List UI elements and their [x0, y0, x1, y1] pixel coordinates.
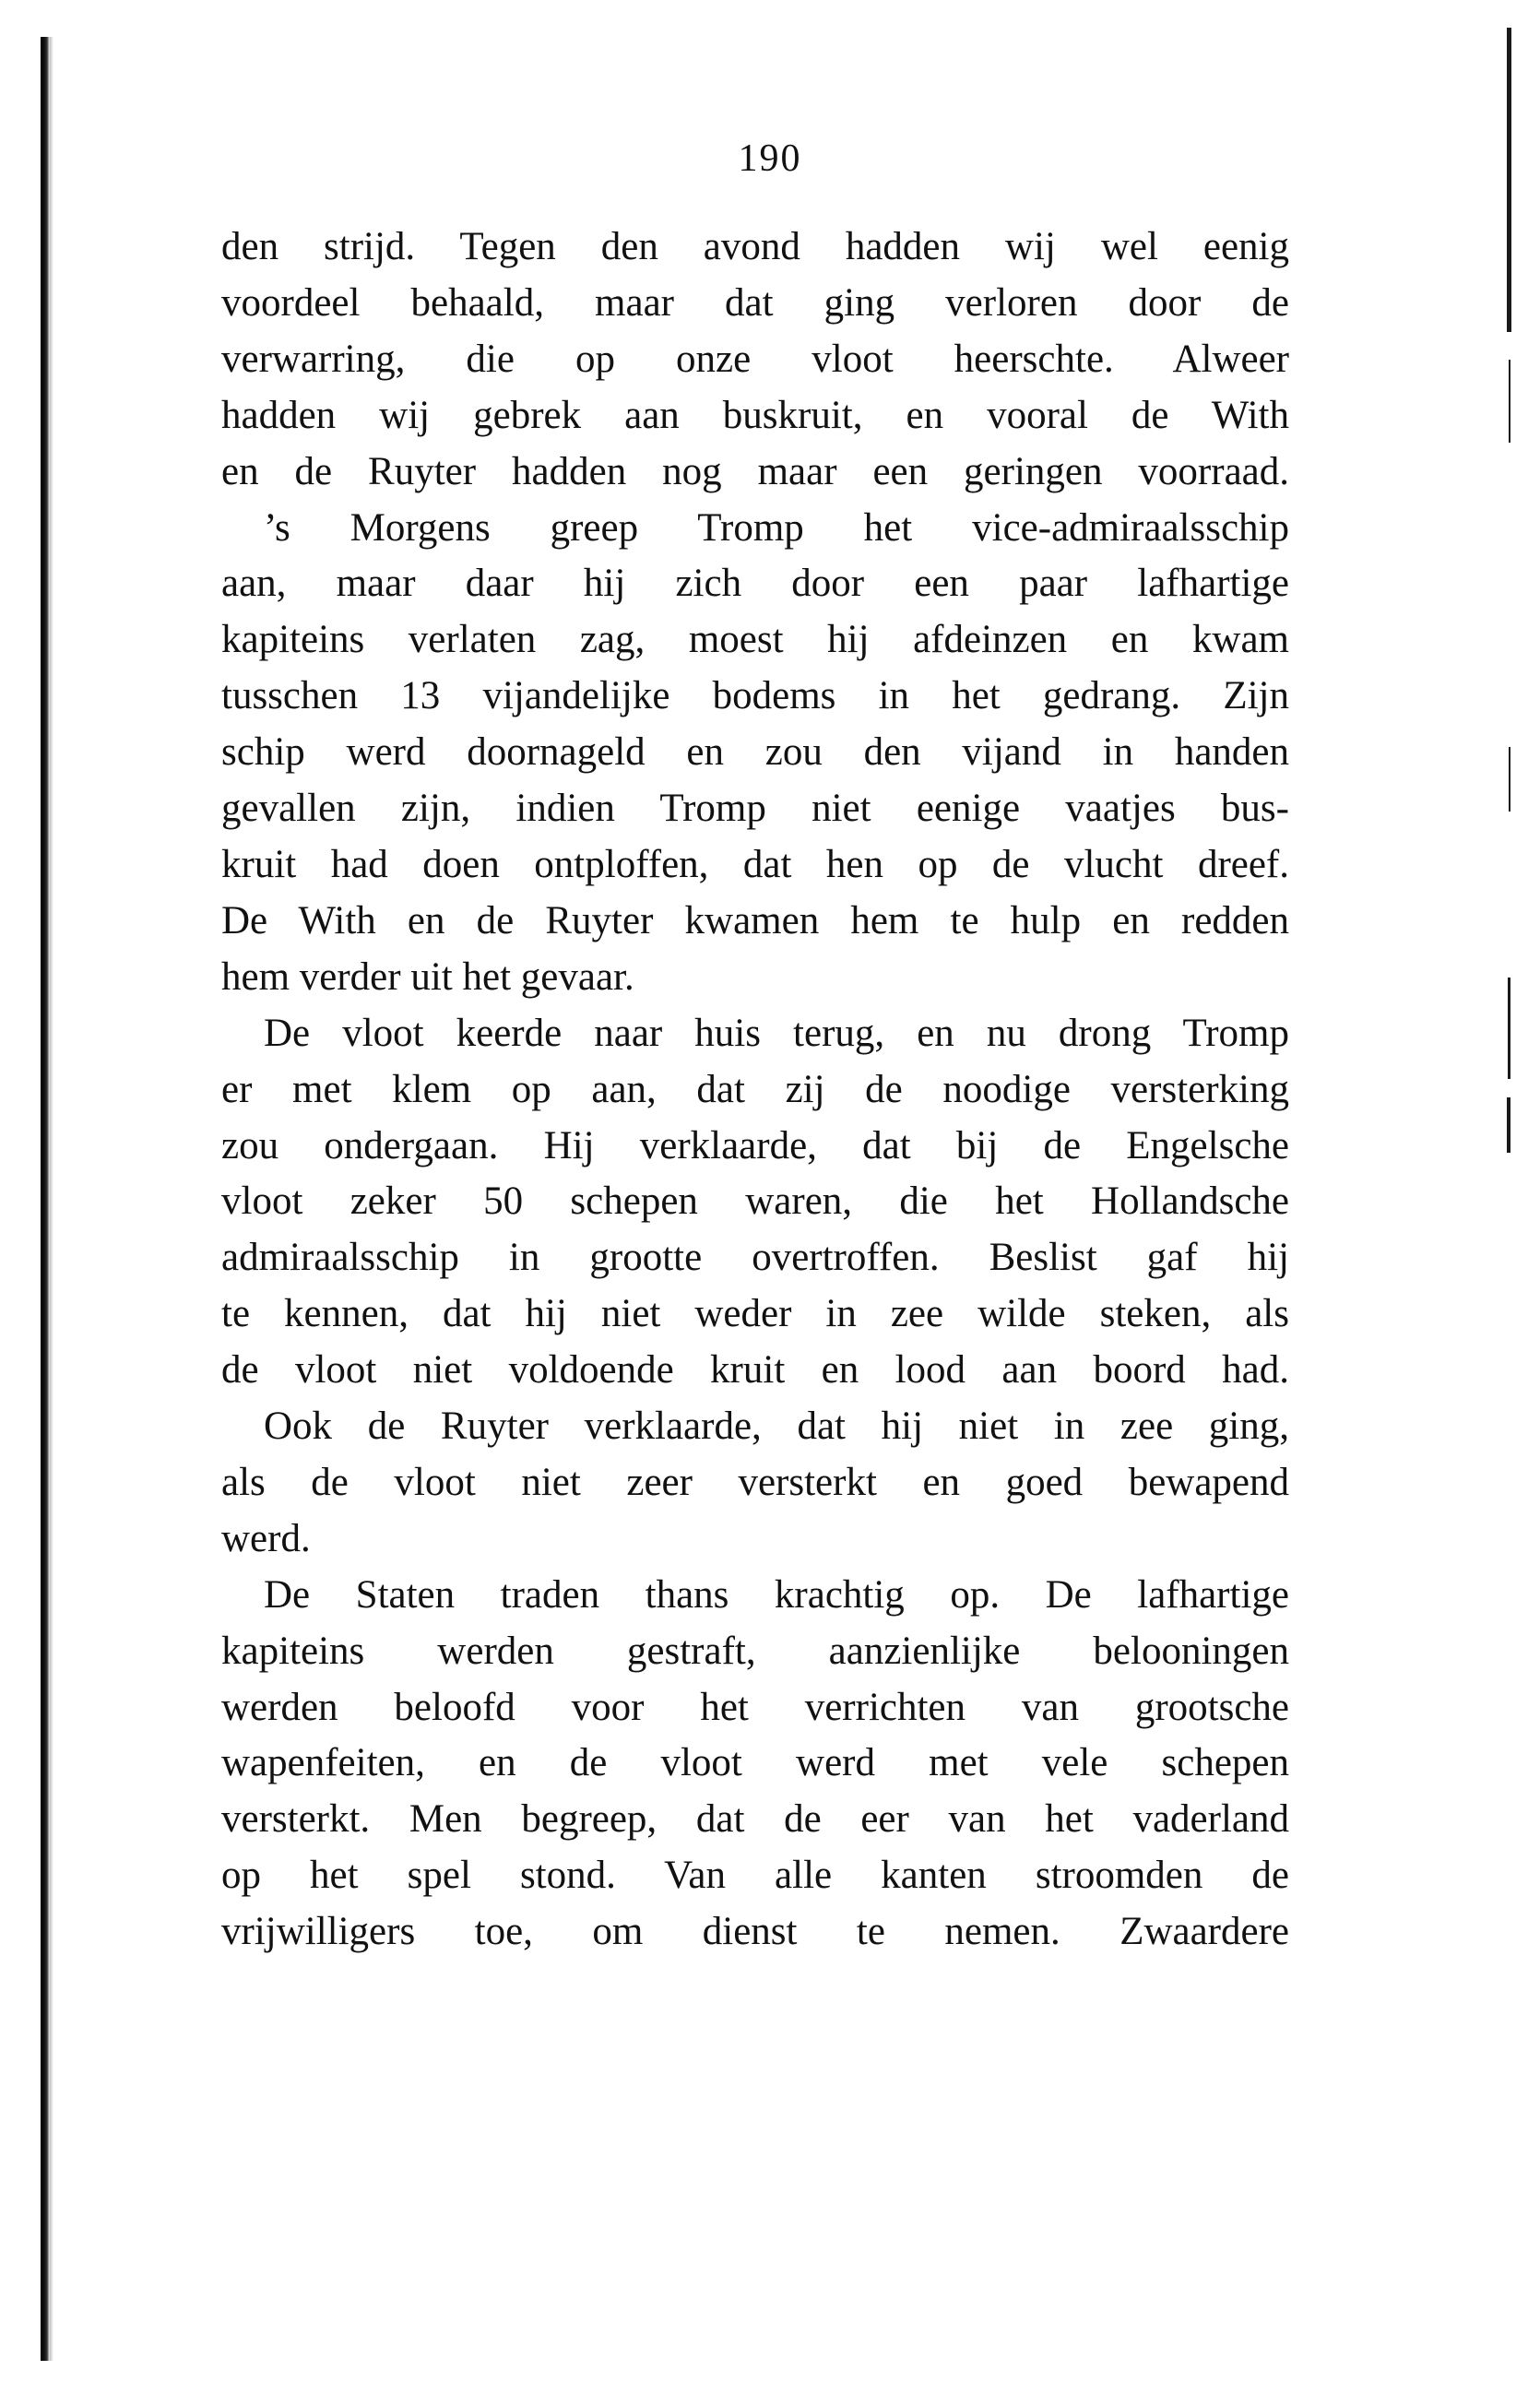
scan-binding-edge — [41, 37, 50, 2361]
text-line: den strijd. Tegen den avond hadden wij wel eenig — [221, 225, 1289, 268]
text-line: er met klem op aan, dat zij de noodige versterking — [221, 1067, 1289, 1111]
text-line: te kennen, dat hij niet weder in zee wilde steken, als — [221, 1292, 1289, 1336]
text-line: kapiteins verlaten zag, moest hij afdeinzen en kwam — [221, 618, 1289, 662]
text-line: vrijwilligers toe, om dienst te nemen. Zwaardere — [221, 1910, 1289, 1954]
text-line: Ook de Ruyter verklaarde, dat hij niet in zee ging, — [264, 1404, 1289, 1449]
text-line: De Staten traden thans krachtig op. De lafhartige — [264, 1572, 1289, 1617]
text-line: hem verder uit het gevaar. — [221, 954, 634, 999]
text-line: op het spel stond. Van alle kanten stroomden de — [221, 1854, 1289, 1898]
text-line: de vloot niet voldoende kruit en lood aan boord had. — [221, 1348, 1289, 1393]
text-line: admiraalsschip in grootte overtroffen. Beslist gaf hij — [221, 1236, 1289, 1280]
text-line: De With en de Ruyter kwamen hem te hulp en redden — [221, 898, 1289, 942]
text-line: wapenfeiten, en de vloot werd met vele schepen — [221, 1741, 1289, 1785]
text-line: schip werd doornageld en zou den vijand in handen — [221, 730, 1289, 775]
text-line: zou ondergaan. Hij verklaarde, dat bij de Engelsche — [221, 1123, 1289, 1167]
text-line: versterkt. Men begreep, dat de eer van het vaderland — [221, 1797, 1289, 1842]
text-line: en de Ruyter hadden nog maar een geringen voorraad. — [221, 449, 1289, 493]
text-line: aan, maar daar hij zich door een paar lafhartige — [221, 562, 1289, 606]
text-line: werd. — [221, 1516, 311, 1560]
scan-right-edge-marks — [1507, 28, 1512, 1180]
text-line: ’s Morgens greep Tromp het vice-admiraalsschip — [264, 505, 1289, 550]
text-line: als de vloot niet zeer versterkt en goed bewapend — [221, 1460, 1289, 1504]
body-text — [221, 219, 1289, 1961]
page-number: 190 — [738, 137, 802, 180]
text-line: werden beloofd voor het verrichten van grootsche — [221, 1685, 1289, 1729]
text-line: hadden wij gebrek aan buskruit, en vooral de With — [221, 393, 1289, 437]
text-line: tusschen 13 vijandelijke bodems in het gedrang. Zijn — [221, 674, 1289, 718]
text-line: De vloot keerde naar huis terug, en nu drong Tromp — [264, 1011, 1289, 1055]
text-line: voordeel behaald, maar dat ging verloren door de — [221, 280, 1289, 325]
text-line: kapiteins werden gestraft, aanzienlijke belooningen — [221, 1629, 1289, 1673]
text-line: kruit had doen ontploffen, dat hen op de vlucht dreef. — [221, 842, 1289, 886]
text-line: verwarring, die op onze vloot heerschte. Alweer — [221, 337, 1289, 381]
text-line: gevallen zijn, indien Tromp niet eenige vaatjes bus- — [221, 787, 1289, 831]
text-line: vloot zeker 50 schepen waren, die het Hollandsche — [221, 1179, 1289, 1224]
